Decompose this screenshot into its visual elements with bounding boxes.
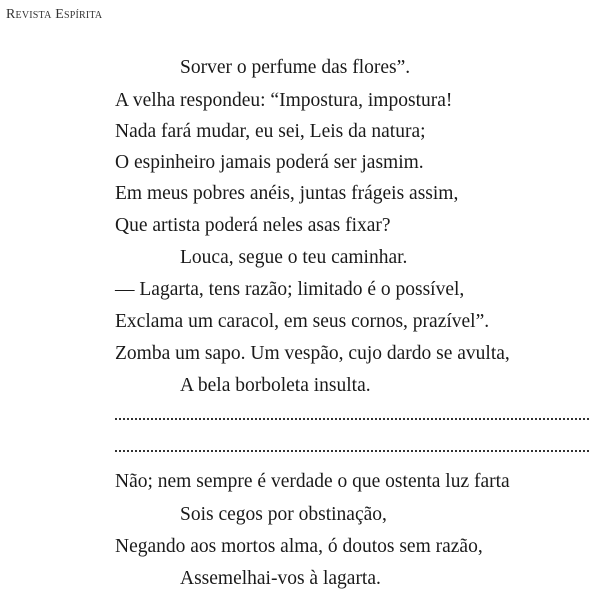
poem-line: Louca, segue o teu caminhar. (180, 247, 408, 268)
running-header: Revista Espírita (6, 7, 103, 22)
poem-line: Sois cegos por obstinação, (180, 504, 387, 525)
poem-line: Exclama um caracol, em seus cornos, prazível”. (115, 311, 490, 332)
poem-line: Não; nem sempre é verdade o que ostenta luz farta (115, 471, 510, 492)
poem-line: Em meus pobres anéis, juntas frágeis assim, (115, 183, 459, 204)
poem-line: Zomba um sapo. Um vespão, cujo dardo se avulta, (115, 343, 510, 364)
poem-line: A velha respondeu: “Impostura, impostura! (115, 90, 453, 111)
ellipsis-divider (115, 418, 589, 420)
poem-line: — Lagarta, tens razão; limitado é o possível, (115, 279, 465, 300)
ellipsis-divider (115, 450, 589, 452)
poem-line: Nada fará mudar, eu sei, Leis da natura; (115, 121, 426, 142)
poem-line: Sorver o perfume das flores”. (180, 57, 411, 78)
poem-line: O espinheiro jamais poderá ser jasmim. (115, 152, 424, 173)
poem-line: Negando aos mortos alma, ó doutos sem razão, (115, 536, 483, 557)
poem-line: A bela borboleta insulta. (180, 375, 371, 396)
poem-line: Que artista poderá neles asas fixar? (115, 215, 391, 236)
poem-line: Assemelhai-vos à lagarta. (180, 568, 381, 589)
